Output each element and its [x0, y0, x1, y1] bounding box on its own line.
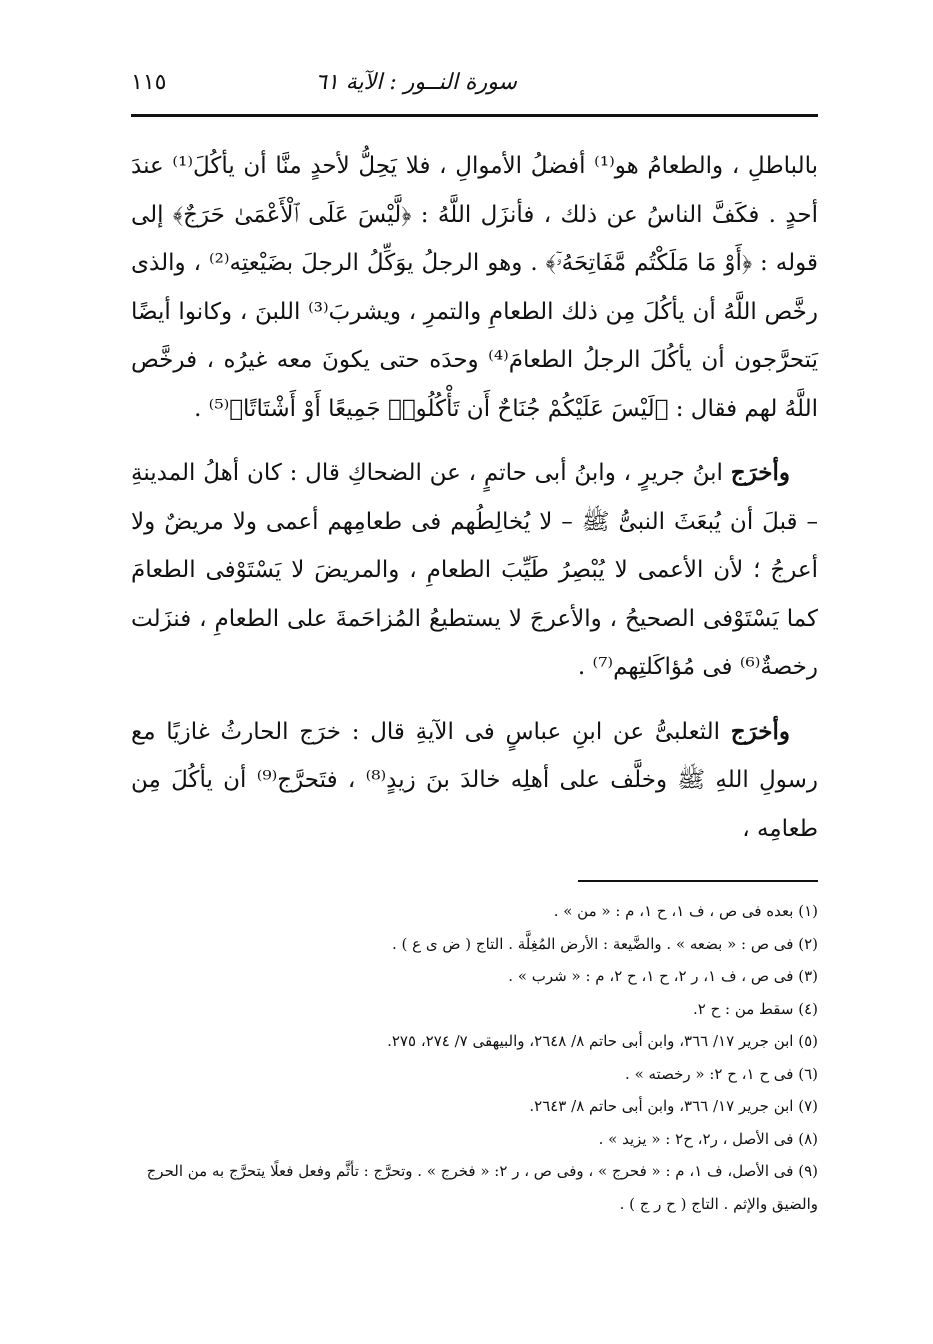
- main-text: [131, 142, 818, 869]
- footnote: (٣) فى ص ، ف ١، ر ٢، ح ١، ح ٢، م : « شرب » .: [508, 967, 818, 985]
- footnotes: [131, 895, 818, 1220]
- footnote: (٥) ابن جرير ١٧/ ٣٦٦، وابن أبى حاتم ٨/ ٢٦٤٨، والبيهقى ٧/ ٢٧٤، ٢٧٥.: [387, 1032, 818, 1050]
- paragraph-2: [131, 449, 818, 692]
- page-header: [131, 60, 802, 110]
- footnote: (١) بعده فى ص ، ف ١، ح ١، م : « من » .: [553, 902, 818, 920]
- footnote: (٧) ابن جرير ١٧/ ٣٦٦، وابن أبى حاتم ٨/ ٢٦٤٣.: [529, 1097, 818, 1115]
- running-title: سورة النــور : الآية ٦١: [315, 70, 517, 95]
- footnote: (٩) فى الأصل، ف ١، م : « فحرج » ، وفى ص ، ر ٢: « فخرج » . وتحرَّج : تأثَّم وفعل فعلًا يتحرَّج به من الحرج والضيق والإثم . التاج ( ح ر ج ) .: [146, 1162, 818, 1213]
- paragraph-text: بالباطلِ ، والطعامُ هو⁽¹⁾ أفضلُ الأموالِ ، فلا يَحِلُّ لأحدٍ منَّا أن يأكُلَ⁽¹⁾ عندَ أحدٍ . فكَفَّ الناسُ عن ذلك ، فأنزَل اللَّهُ : ﴿لَّيْسَ عَلَى ٱلْأَعْمَىٰ حَرَجٌ﴾ إلى قوله : ﴿أَوْ مَا مَلَكْتُم مَّفَاتِحَهُۥٓ﴾ . وهو الرجلُ يوَكِّلُ الرجلَ بضَيْعتِه⁽²⁾ ، والذى رخَّص اللَّهُ أن يأكُلَ مِن ذلك الطعامِ والتمرِ ، ويشربَ⁽³⁾ اللبنَ ، وكانوا أيضًا يَتحرَّجون أن يأكُلَ الرجلُ الطعامَ⁽⁴⁾ وحدَه حتى يكونَ معه غيرُه ، فرخَّص اللَّهُ لهم فقال : ﴿لَيْسَ عَلَيْكُمْ جُنَاحٌ أَن تَأْكُلُوا۟ جَمِيعًا أَوْ أَشْتَاتًا﴾⁽⁵⁾ .: [131, 153, 819, 422]
- paragraph-text: الثعلبىُّ عن ابنِ عباسٍ فى الآيةِ قال : خرَج الحارثُ غازيًا مع رسولِ اللهِ ﷺ وخلَّف على أهلِه خالدَ بنَ زيدٍ⁽⁸⁾ ، فتَحرَّج⁽⁹⁾ أن يأكُلَ مِن طعامِه ،: [131, 718, 818, 842]
- header-rule: [131, 114, 818, 117]
- footnote: (٤) سقط من : ح ٢.: [692, 999, 818, 1018]
- paragraph-1: [131, 142, 818, 433]
- page-number: ١١٥: [131, 70, 167, 95]
- footnote: (٦) فى ح ١، ح ٢: « رخصته » .: [625, 1064, 818, 1083]
- footnote: (٨) فى الأصل ، ر٢، ح٢ : « يزيد » .: [598, 1129, 818, 1148]
- paragraph-lead: وأخرَج: [730, 717, 790, 745]
- paragraph-text: ابنُ جريرٍ ، وابنُ أبى حاتمٍ ، عن الضحاكِ قال : كان أهلُ المدينةِ – قبلَ أن يُبعَثَ النبىُّ ﷺ – لا يُخالِطُهم فى طعامِهم أعمى ولا مريضٌ ولا أعرجُ ؛ لأن الأعمى لا يُبْصِرُ طَيِّبَ الطعامِ ، والمريضَ لا يَسْتَوْفى الطعامَ كما يَسْتَوْفى الصحيحُ ، والأعرجَ لا يستطيعُ المُزاحَمةَ على الطعامِ ، فنزَلت رخصةٌ⁽⁶⁾ فى مُؤاكَلتِهم⁽⁷⁾ .: [131, 460, 818, 680]
- paragraph-3: [131, 708, 818, 854]
- paragraph-lead: وأخرَج: [730, 459, 790, 486]
- footnote-separator: [578, 880, 818, 882]
- footnote: (٢) فى ص : « بضعه » . والضَّيعة : الأرض المُغِلَّة . التاج ( ض ى ع ) .: [392, 934, 818, 953]
